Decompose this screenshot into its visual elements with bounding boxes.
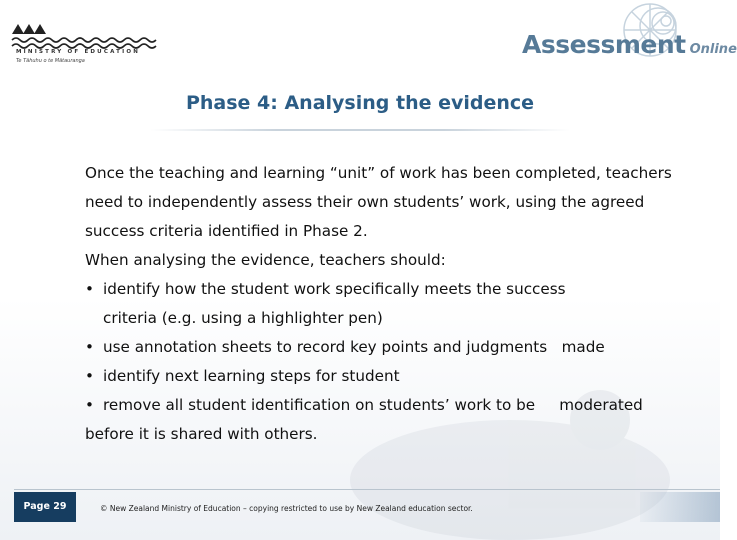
bullet-icon: • [85,338,94,356]
brand-sub: Online [689,42,737,57]
brand-logo [522,30,737,59]
copyright-notice: © New Zealand Ministry of Education – copying restricted to use by New Zealand education sector. [100,504,473,513]
list-item [85,362,685,391]
footer-divider [14,489,720,490]
brand-main: Assessment [522,30,686,59]
ministry-name: MINISTRY OF EDUCATION [16,49,140,55]
tail-line: before it is shared with others. [85,425,318,443]
title-divider [150,129,570,131]
list-item-text: use annotation sheets to record key points and judgments made [103,338,605,356]
list-item [85,391,685,420]
bullet-icon: • [85,280,94,298]
list-item-text-continued: criteria (e.g. using a highlighter pen) [103,309,383,327]
footer-accent-panel [640,492,720,522]
ministry-maori-name: Te Tāhuhu o te Mātauranga [16,58,85,64]
page-number-badge: Page 29 [14,492,76,522]
list-item-text: remove all student identification on students’ work to be moderated [103,396,643,414]
list-item [85,275,685,333]
list-item [85,333,685,362]
slide-title: Phase 4: Analysing the evidence [185,92,535,114]
lead-line: When analysing the evidence, teachers should: [85,251,446,269]
mountain-peaks-icon [12,22,48,34]
list-item-text: identify how the student work specifically meets the success [103,280,566,298]
bullet-icon: • [85,396,94,414]
bullet-icon: • [85,367,94,385]
header [0,0,737,82]
slide-body [85,159,685,449]
list-item-text: identify next learning steps for student [103,367,400,385]
intro-paragraph: Once the teaching and learning “unit” of work has been completed, teachers need to independently assess their own students’ work, using the agreed success criteria identified in Phase 2. [85,164,672,240]
